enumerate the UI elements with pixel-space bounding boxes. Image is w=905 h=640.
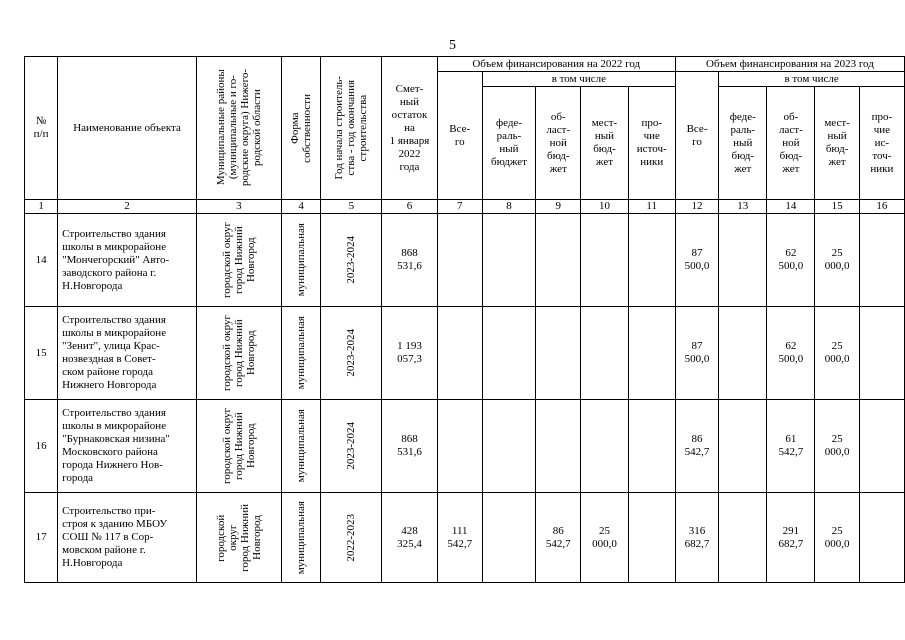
balance-cell: 428 325,4: [382, 493, 437, 583]
header-row-1: [25, 57, 905, 72]
local-2022-cell: [581, 400, 628, 493]
regional-2023-cell: 62 500,0: [767, 307, 815, 400]
financing-table: [24, 56, 905, 583]
other-2023-cell: [859, 214, 904, 307]
district-cell: городской округ город Нижний Новгород: [196, 400, 281, 493]
district-cell: городской округ город Нижний Новгород: [196, 307, 281, 400]
column-number: 5: [321, 200, 382, 214]
federal-2023-cell: [719, 214, 767, 307]
ownership-cell: муниципальная: [281, 214, 320, 307]
header-other-2022: про- чие источ- ники: [628, 87, 675, 200]
object-name: Строительство здания школы в микрорайоне "Бурнаковская низина" Московского района города Нижнего Нов- города: [58, 400, 197, 493]
total-2022-cell: [437, 214, 482, 307]
header-other-2023: про- чие ис- точ- ники: [859, 87, 904, 200]
table-row: [25, 307, 905, 400]
local-2023-cell: 25 000,0: [815, 214, 859, 307]
other-2022-cell: [628, 493, 675, 583]
total-2023-cell: 86 542,7: [675, 400, 718, 493]
column-number: 1: [25, 200, 58, 214]
balance-cell: 1 193 057,3: [382, 307, 437, 400]
row-number: 17: [25, 493, 58, 583]
total-2022-cell: [437, 307, 482, 400]
row-number: 15: [25, 307, 58, 400]
header-including-2023: в том числе: [719, 72, 905, 87]
header-financing-2023: Объем финансирования на 2023 год: [675, 57, 904, 72]
object-name: Строительство при- строя к зданию МБОУ СОШ № 117 в Сор- мовском районе г. Н.Новгорода: [58, 493, 197, 583]
local-2023-cell: 25 000,0: [815, 400, 859, 493]
row-number: 16: [25, 400, 58, 493]
header-object-name: Наименование объекта: [58, 57, 197, 200]
regional-2023-cell: 62 500,0: [767, 214, 815, 307]
regional-2022-cell: [536, 214, 581, 307]
header-local-2022: мест- ный бюд- жет: [581, 87, 628, 200]
column-number: 7: [437, 200, 482, 214]
federal-2023-cell: [719, 400, 767, 493]
local-2022-cell: [581, 307, 628, 400]
header-ownership: Форма собственности: [281, 57, 320, 200]
header-district: Муниципальные районы (муниципальные и го- родские округа) Нижего- родской области: [196, 57, 281, 200]
total-2022-cell: 111 542,7: [437, 493, 482, 583]
header-balance: Смет- ный остаток на 1 января 2022 года: [382, 57, 437, 200]
years-cell: 2022-2023: [321, 493, 382, 583]
regional-2022-cell: [536, 400, 581, 493]
years-cell: 2023-2024: [321, 400, 382, 493]
column-number: 16: [859, 200, 904, 214]
column-number: 10: [581, 200, 628, 214]
column-number: 11: [628, 200, 675, 214]
federal-2022-cell: [482, 400, 535, 493]
column-number: 14: [767, 200, 815, 214]
local-2023-cell: 25 000,0: [815, 307, 859, 400]
header-including-2022: в том числе: [482, 72, 675, 87]
regional-2022-cell: 86 542,7: [536, 493, 581, 583]
other-2022-cell: [628, 307, 675, 400]
column-number: 9: [536, 200, 581, 214]
object-name: Строительство здания школы в микрорайоне "Зенит", улица Крас- нозвездная в Совет- ском районе города Нижнего Новгорода: [58, 307, 197, 400]
row-number: 14: [25, 214, 58, 307]
header-financing-2022: Объем финансирования на 2022 год: [437, 57, 675, 72]
federal-2022-cell: [482, 307, 535, 400]
column-number-row: [25, 200, 905, 214]
header-years: Год начала строитель- ства - год окончания строительства: [321, 57, 382, 200]
ownership-cell: муниципальная: [281, 400, 320, 493]
other-2022-cell: [628, 214, 675, 307]
header-regional-2022: об- ласт- ной бюд- жет: [536, 87, 581, 200]
column-number: 12: [675, 200, 718, 214]
balance-cell: 868 531,6: [382, 214, 437, 307]
column-number: 15: [815, 200, 859, 214]
federal-2023-cell: [719, 307, 767, 400]
other-2023-cell: [859, 493, 904, 583]
regional-2023-cell: 61 542,7: [767, 400, 815, 493]
column-number: 3: [196, 200, 281, 214]
total-2023-cell: 87 500,0: [675, 214, 718, 307]
total-2023-cell: 87 500,0: [675, 307, 718, 400]
header-federal-2023: феде- раль- ный бюд- жет: [719, 87, 767, 200]
other-2022-cell: [628, 400, 675, 493]
federal-2023-cell: [719, 493, 767, 583]
local-2023-cell: 25 000,0: [815, 493, 859, 583]
ownership-cell: муниципальная: [281, 493, 320, 583]
header-num: № п/п: [25, 57, 58, 200]
table-row: [25, 214, 905, 307]
ownership-cell: муниципальная: [281, 307, 320, 400]
header-federal-2022: феде- раль- ный бюджет: [482, 87, 535, 200]
regional-2023-cell: 291 682,7: [767, 493, 815, 583]
federal-2022-cell: [482, 214, 535, 307]
years-cell: 2023-2024: [321, 307, 382, 400]
local-2022-cell: 25 000,0: [581, 493, 628, 583]
total-2023-cell: 316 682,7: [675, 493, 718, 583]
local-2022-cell: [581, 214, 628, 307]
column-number: 4: [281, 200, 320, 214]
other-2023-cell: [859, 307, 904, 400]
header-total-2023: Все- го: [675, 72, 718, 200]
column-number: 8: [482, 200, 535, 214]
header-local-2023: мест- ный бюд- жет: [815, 87, 859, 200]
column-number: 6: [382, 200, 437, 214]
column-number: 13: [719, 200, 767, 214]
balance-cell: 868 531,6: [382, 400, 437, 493]
years-cell: 2023-2024: [321, 214, 382, 307]
regional-2022-cell: [536, 307, 581, 400]
other-2023-cell: [859, 400, 904, 493]
federal-2022-cell: [482, 493, 535, 583]
object-name: Строительство здания школы в микрорайоне "Мончегорский" Авто- заводского района г. Н.Новгорода: [58, 214, 197, 307]
table-row: [25, 400, 905, 493]
column-number: 2: [58, 200, 197, 214]
district-cell: городской округ город Нижний Новгород: [196, 493, 281, 583]
district-cell: городской округ город Нижний Новгород: [196, 214, 281, 307]
header-total-2022: Все- го: [437, 72, 482, 200]
total-2022-cell: [437, 400, 482, 493]
page-number: 5: [449, 38, 456, 53]
table-row: [25, 493, 905, 583]
header-regional-2023: об- ласт- ной бюд- жет: [767, 87, 815, 200]
